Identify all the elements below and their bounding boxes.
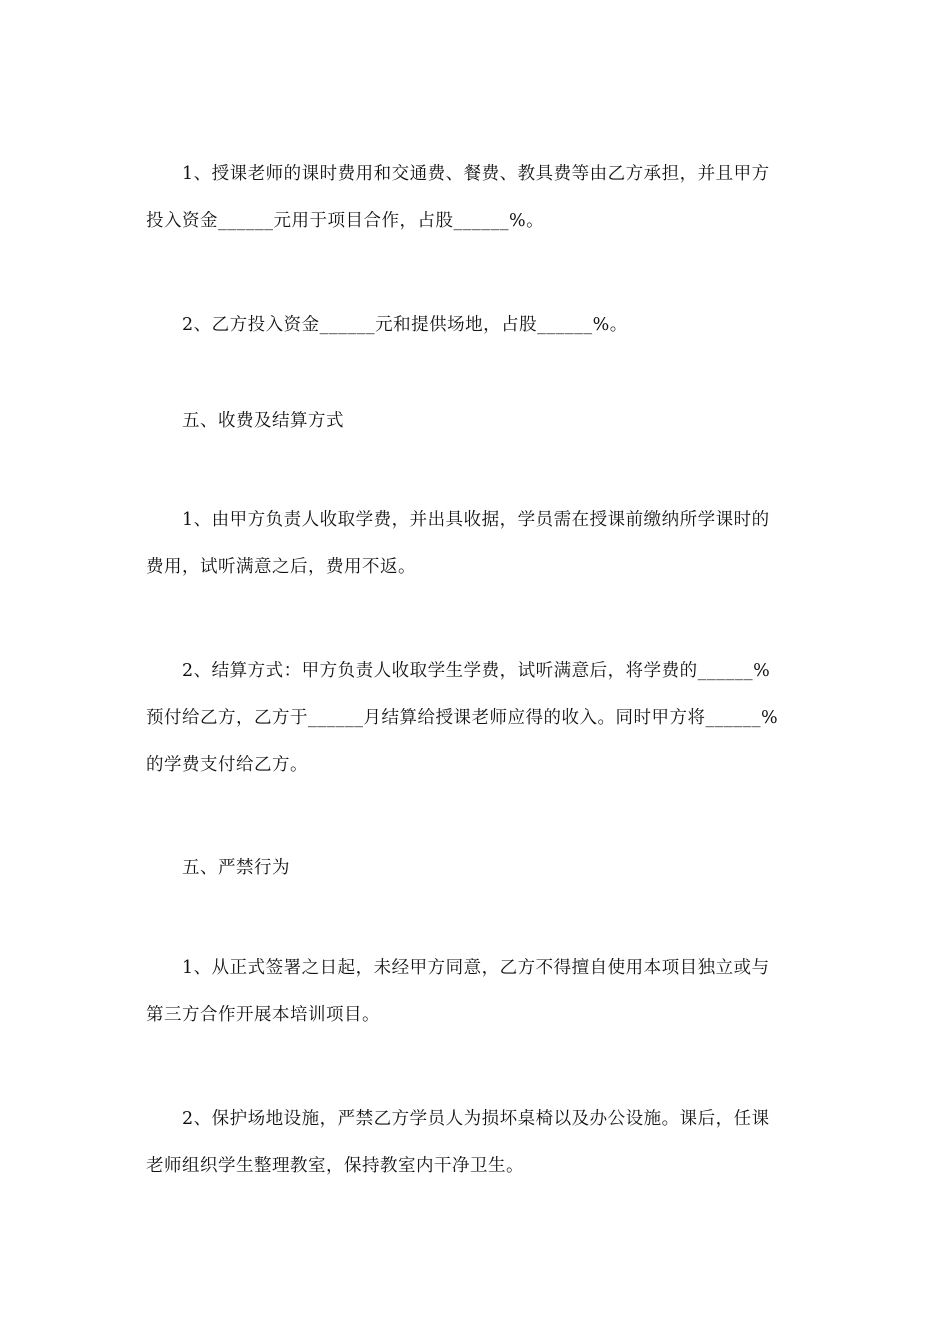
- paragraph-line: 费用，试听满意之后，费用不返。: [146, 557, 416, 577]
- paragraph-line: 老师组织学生整理教室，保持教室内干净卫生。: [146, 1156, 524, 1176]
- paragraph-line: 预付给乙方，乙方于______月结算给授课老师应得的收入。同时甲方将______%: [146, 708, 779, 728]
- paragraph-fee-collection: [146, 497, 810, 591]
- paragraph-line: 2、乙方投入资金______元和提供场地，占股______%。: [182, 315, 628, 335]
- paragraph-line: 的学费支付给乙方。: [146, 755, 308, 775]
- paragraph-line: 2、保护场地设施，严禁乙方学员人为损坏桌椅以及办公设施。课后，任课: [182, 1109, 770, 1129]
- paragraph-line: 1、由甲方负责人收取学费，并出具收据，学员需在授课前缴纳所学课时的: [182, 510, 770, 530]
- paragraph-settlement-method: [146, 648, 810, 789]
- paragraph-line: 投入资金______元用于项目合作，占股______%。: [146, 211, 545, 231]
- section-heading-prohibited-acts: 五、严禁行为: [182, 858, 290, 878]
- paragraph-line: 第三方合作开展本培训项目。: [146, 1005, 380, 1025]
- section-heading-fees-settlement: 五、收费及结算方式: [182, 411, 344, 431]
- paragraph-protect-facilities: [146, 1096, 810, 1190]
- paragraph-line: 1、授课老师的课时费用和交通费、餐费、教具费等由乙方承担，并且甲方: [182, 164, 770, 184]
- paragraph-no-unauthorized-use: [146, 945, 810, 1039]
- paragraph-line: 1、从正式签署之日起，未经甲方同意，乙方不得擅自使用本项目独立或与: [182, 958, 770, 978]
- paragraph-investment-party-a: [146, 151, 810, 245]
- paragraph-investment-party-b: [146, 302, 810, 349]
- paragraph-line: 2、结算方式：甲方负责人收取学生学费，试听满意后，将学费的______%: [182, 661, 771, 681]
